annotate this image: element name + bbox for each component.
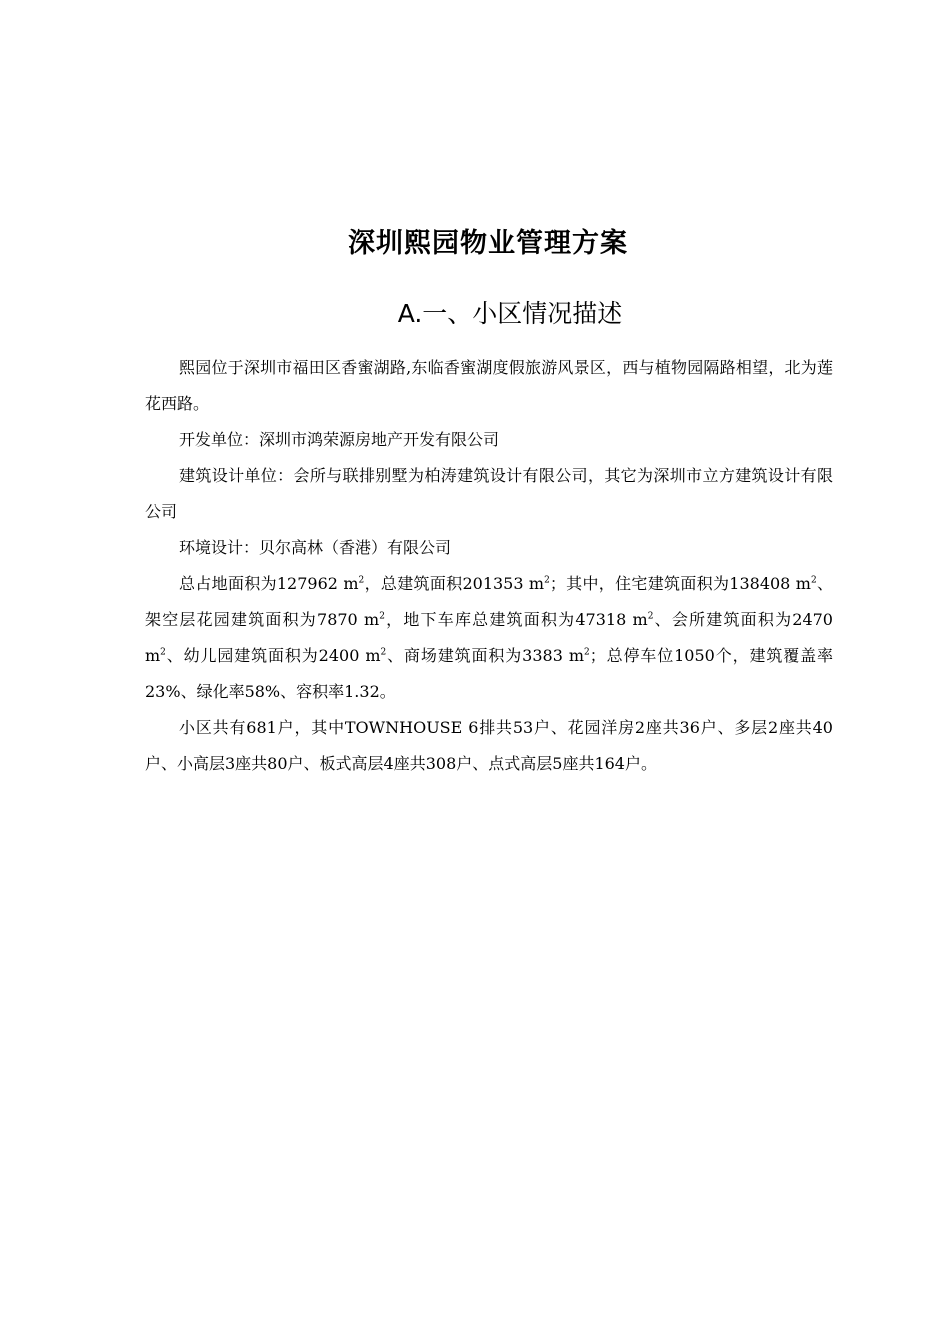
square-mark: 2 bbox=[380, 647, 387, 658]
area-text: ；其中，住宅建筑面积为138408 m bbox=[549, 574, 811, 593]
area-text: ；总停车位1050个，建筑覆盖率23%、绿化率58%、容积率1.32。 bbox=[145, 646, 833, 701]
area-text: 、会所建筑面积为2470 m bbox=[145, 610, 833, 665]
square-mark: 2 bbox=[647, 611, 654, 622]
area-text: 、商场建筑面积为3383 m bbox=[386, 646, 585, 665]
paragraph-households: 小区共有681户，其中TOWNHOUSE 6排共53户、花园洋房2座共36户、多层2座共40户、小高层3座共80户、板式高层4座共308户、点式高层5座共164户。 bbox=[145, 718, 833, 773]
square-mark: 2 bbox=[358, 575, 365, 586]
document-body bbox=[145, 350, 833, 782]
area-text: ，总建筑面积201353 m bbox=[364, 574, 545, 593]
area-text: 、幼儿园建筑面积为2400 m bbox=[165, 646, 381, 665]
square-mark: 2 bbox=[584, 647, 590, 658]
area-text: 总占地面积为127962 m bbox=[179, 574, 359, 593]
paragraph-landscape: 环境设计：贝尔高林（香港）有限公司 bbox=[179, 538, 452, 557]
paragraph-architect: 建筑设计单位：会所与联排别墅为柏涛建筑设计有限公司，其它为深圳市立方建筑设计有限公司 bbox=[145, 466, 833, 521]
paragraph-location: 熙园位于深圳市福田区香蜜湖路,东临香蜜湖度假旅游风景区，西与植物园隔路相望，北为莲花西路。 bbox=[145, 358, 833, 413]
square-mark: 2 bbox=[810, 575, 817, 586]
section-heading: A.一、小区情况描述 bbox=[397, 299, 623, 328]
paragraph-area bbox=[145, 566, 833, 710]
area-text: 、架空层花园建筑面积为7870 m bbox=[145, 574, 833, 629]
square-mark: 2 bbox=[379, 611, 385, 622]
square-mark: 2 bbox=[160, 647, 166, 658]
document-title: 深圳熙园物业管理方案 bbox=[348, 228, 628, 259]
area-text: ，地下车库总建筑面积为47318 m bbox=[384, 610, 648, 629]
paragraph-developer: 开发单位：深圳市鸿荣源房地产开发有限公司 bbox=[179, 430, 500, 449]
square-mark: 2 bbox=[544, 575, 550, 586]
